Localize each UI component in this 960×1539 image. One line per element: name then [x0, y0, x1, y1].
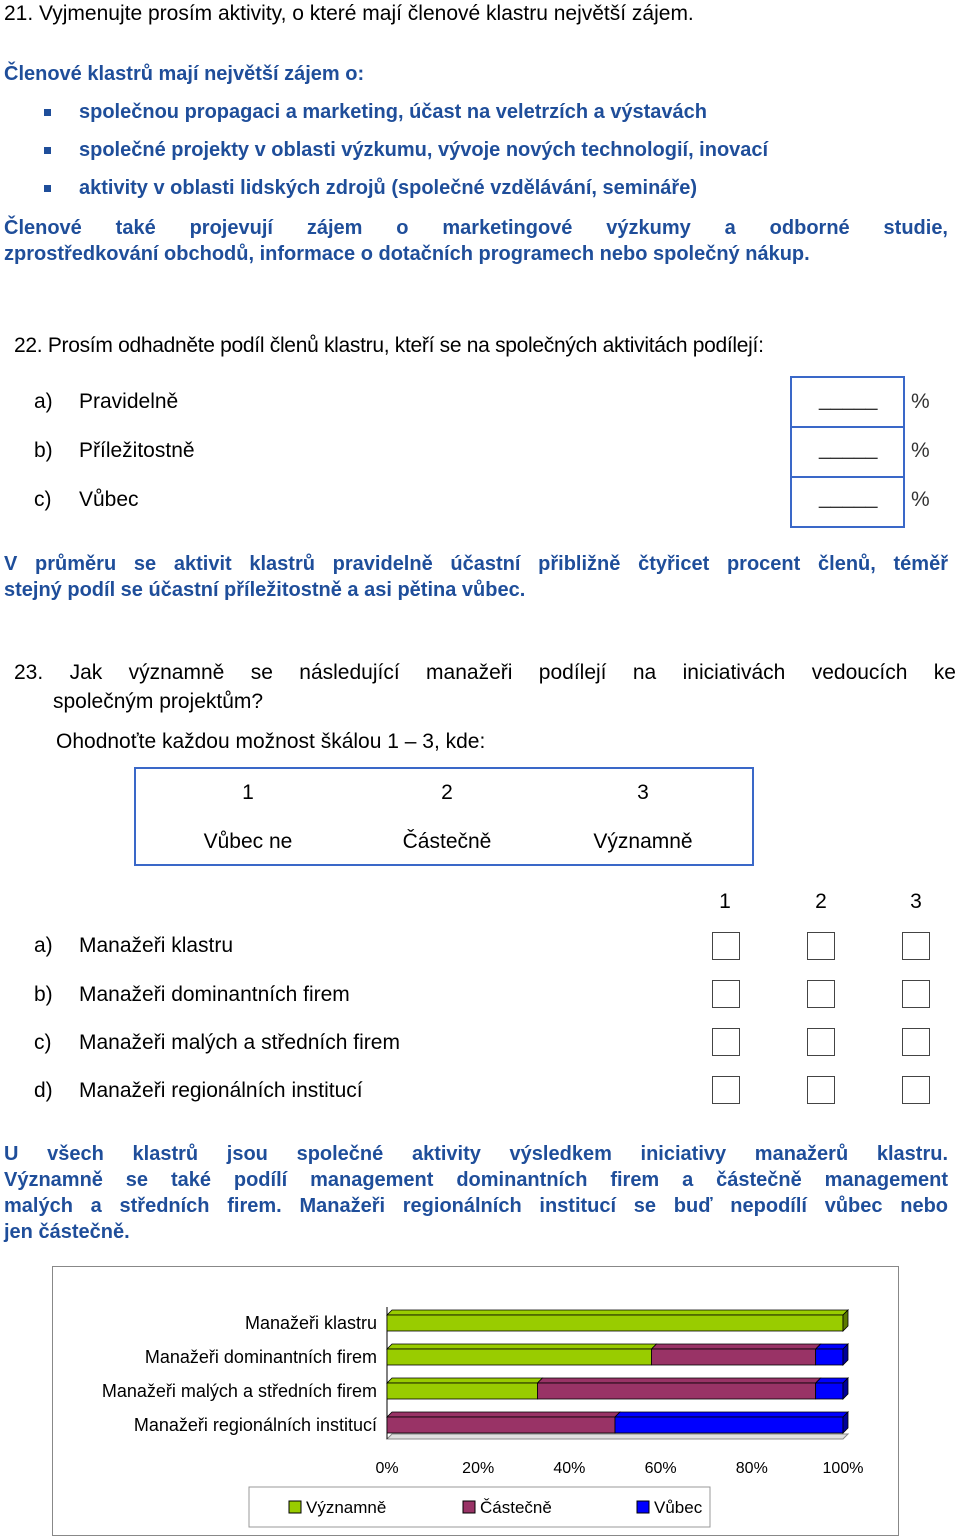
q22-answer: V průměru se aktivit klastrů pravidelně účastní přibližně čtyřicet procent členů, téměř	[4, 553, 948, 575]
rating-checkbox[interactable]	[712, 1076, 740, 1104]
bar-segment	[387, 1417, 615, 1433]
bar-top	[387, 1378, 542, 1383]
legend-label: Vůbec	[654, 1498, 703, 1517]
bar-top	[537, 1378, 820, 1383]
x-tick-label: 40%	[553, 1460, 586, 1477]
row-letter: a)	[34, 934, 53, 957]
scale-number: 3	[637, 781, 649, 804]
rating-checkbox[interactable]	[807, 1076, 835, 1104]
rating-checkbox[interactable]	[712, 980, 740, 1008]
q22-answer: stejný podíl se účastní příležitostně a asi pětina vůbec.	[4, 579, 526, 601]
bar-top	[816, 1344, 848, 1349]
q23-answer: Významně se také podílí management dominantních firem a částečně management	[4, 1169, 948, 1191]
column-header: 2	[815, 890, 827, 913]
q23-answer: malých a středních firem. Manažeři regionálních institucí se buď nepodílí vůbec nebo	[4, 1195, 948, 1217]
rating-checkbox[interactable]	[902, 932, 930, 960]
row-label: Manažeři dominantních firem	[79, 983, 350, 1006]
bullet-icon	[44, 185, 51, 192]
rating-checkbox[interactable]	[807, 932, 835, 960]
legend-swatch	[289, 1501, 301, 1513]
bar-segment	[387, 1315, 843, 1331]
x-tick-label: 80%	[735, 1460, 768, 1477]
percent-blank[interactable]: _____	[819, 388, 878, 411]
stacked-bar-chart	[53, 1267, 898, 1535]
rating-checkbox[interactable]	[807, 980, 835, 1008]
scale-intro: Ohodnoťte každou možnost škálou 1 – 3, kde:	[56, 730, 486, 753]
option-letter: b)	[34, 439, 53, 462]
scale-label: Vůbec ne	[203, 830, 293, 853]
percent-blank[interactable]: _____	[819, 486, 878, 509]
option-letter: a)	[34, 390, 53, 413]
scale-number: 2	[441, 781, 453, 804]
q23-answer: U všech klastrů jsou společné aktivity výsledkem iniciativy manažerů klastru.	[4, 1143, 948, 1165]
option-label: Pravidelně	[79, 390, 179, 413]
percent-blank[interactable]: _____	[819, 437, 878, 460]
q21-bullet: společnou propagaci a marketing, účast na veletrzích a výstavách	[79, 101, 708, 123]
bar-top	[615, 1412, 848, 1417]
bullet-icon	[44, 147, 51, 154]
x-tick-label: 20%	[462, 1460, 495, 1477]
scale-number: 1	[242, 781, 254, 804]
percent-unit: %	[911, 439, 930, 462]
chart-floor	[387, 1434, 848, 1439]
option-label: Vůbec	[79, 488, 139, 511]
bar-top	[651, 1344, 820, 1349]
column-header: 1	[719, 890, 731, 913]
option-label: Příležitostně	[79, 439, 195, 462]
column-header: 3	[910, 890, 922, 913]
row-label: Manažeři malých a středních firem	[79, 1031, 400, 1054]
legend-label: Významně	[306, 1498, 387, 1517]
q23-answer: jen částečně.	[4, 1221, 130, 1243]
q21-answer: Členové také projevují zájem o marketingové výzkumy a odborné studie,	[4, 217, 948, 239]
q21-intro: Členové klastrů mají největší zájem o:	[4, 63, 365, 85]
rating-checkbox[interactable]	[902, 1028, 930, 1056]
bar-top	[387, 1344, 656, 1349]
category-label: Manažeři regionálních institucí	[133, 1415, 377, 1435]
percent-unit: %	[911, 390, 930, 413]
rating-checkbox[interactable]	[902, 1076, 930, 1104]
percent-unit: %	[911, 488, 930, 511]
bar-segment	[816, 1383, 843, 1399]
category-label: Manažeři malých a středních firem	[101, 1381, 377, 1401]
bar-segment	[387, 1383, 537, 1399]
x-tick-label: 100%	[822, 1460, 864, 1477]
q21-title: 21. Vyjmenujte prosím aktivity, o které mají členové klastru největší zájem.	[4, 2, 694, 25]
scale-label: Významně	[593, 830, 693, 853]
row-letter: d)	[34, 1079, 53, 1102]
row-letter: b)	[34, 983, 53, 1006]
bar-segment	[615, 1417, 843, 1433]
bar-segment	[816, 1349, 843, 1365]
legend-swatch	[463, 1501, 475, 1513]
bar-segment	[537, 1383, 815, 1399]
row-letter: c)	[34, 1031, 52, 1054]
x-tick-label: 0%	[375, 1460, 399, 1477]
chart-frame	[52, 1266, 899, 1536]
bullet-icon	[44, 109, 51, 116]
rating-checkbox[interactable]	[807, 1028, 835, 1056]
row-label: Manažeři regionálních institucí	[79, 1079, 363, 1102]
q21-bullet: aktivity v oblasti lidských zdrojů (společné vzdělávání, semináře)	[79, 177, 697, 199]
q21-answer: zprostředkování obchodů, informace o dotačních programech nebo společný nákup.	[4, 243, 810, 265]
rating-checkbox[interactable]	[712, 1028, 740, 1056]
category-label: Manažeři klastru	[244, 1313, 377, 1333]
scale-label: Částečně	[402, 830, 492, 853]
legend-label: Částečně	[480, 1498, 552, 1517]
bar-segment	[387, 1349, 651, 1365]
option-letter: c)	[34, 488, 52, 511]
x-tick-label: 60%	[644, 1460, 677, 1477]
bar-top	[387, 1412, 620, 1417]
category-label: Manažeři dominantních firem	[144, 1347, 377, 1367]
q21-bullet: společné projekty v oblasti výzkumu, vývoje nových technologií, inovací	[79, 139, 769, 161]
q23-title: společným projektům?	[53, 690, 264, 713]
row-label: Manažeři klastru	[79, 934, 234, 957]
q23-title: 23. Jak významně se následující manažeři podílejí na iniciativách vedoucích ke	[14, 661, 956, 684]
legend-swatch	[637, 1501, 649, 1513]
bar-top	[816, 1378, 848, 1383]
rating-checkbox[interactable]	[902, 980, 930, 1008]
q22-title: 22. Prosím odhadněte podíl členů klastru, kteří se na společných aktivitách podílejí:	[14, 334, 764, 357]
bar-top	[387, 1310, 848, 1315]
bar-segment	[651, 1349, 815, 1365]
rating-checkbox[interactable]	[712, 932, 740, 960]
